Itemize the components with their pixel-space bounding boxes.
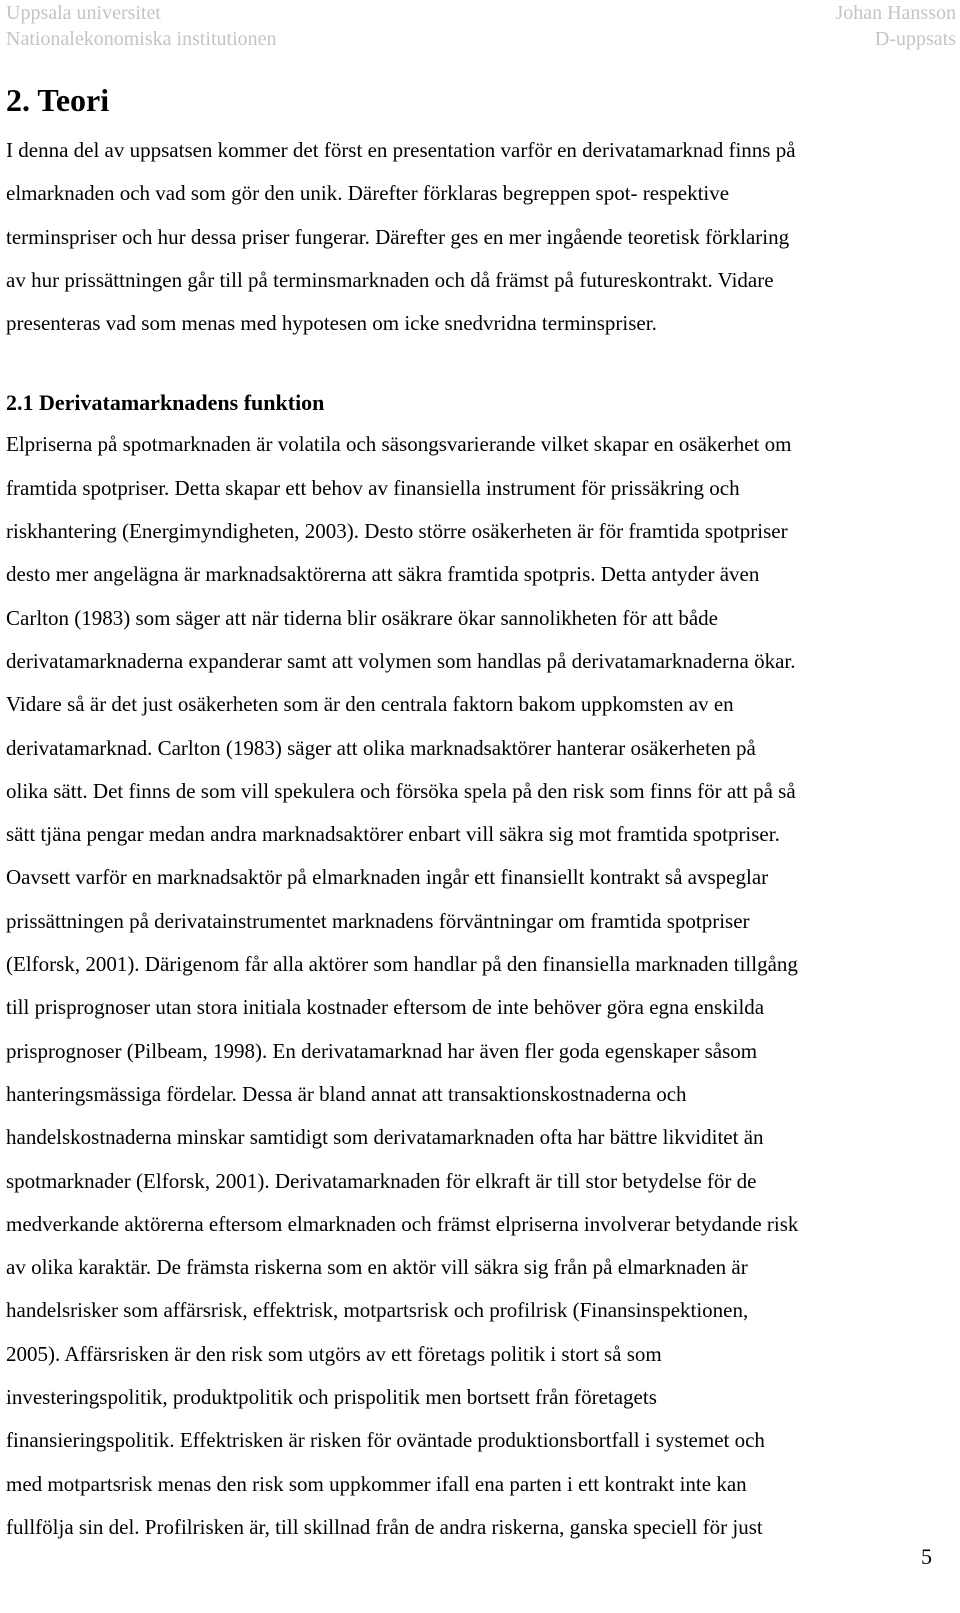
- paragraph-line: handelsrisker som affärsrisk, effektrisk, motpartsrisk och profilrisk (Finansinspektionen,: [6, 1298, 749, 1323]
- paragraph-line: prisprognoser (Pilbeam, 1998). En derivatamarknad har även fler goda egenskaper såsom: [6, 1038, 758, 1063]
- subsection-title: 2.1 Derivatamarknadens funktion: [6, 390, 325, 416]
- paragraph-line: handelskostnaderna minskar samtidigt som derivatamarknaden ofta har bättre likviditet än: [6, 1125, 764, 1150]
- paragraph-line: av olika karaktär. De främsta riskerna som en aktör vill säkra sig från på elmarknaden är: [6, 1255, 748, 1280]
- paragraph-line: fullfölja sin del. Profilrisken är, till skillnad från de andra riskerna, ganska speciell för just: [6, 1514, 763, 1539]
- paragraph-line: 2005). Affärsrisken är den risk som utgörs av ett företags politik i stort så som: [6, 1341, 662, 1366]
- section-title: 2. Teori: [6, 82, 110, 118]
- paragraph-line: till prisprognoser utan stora initiala kostnader eftersom de inte behöver göra egna enskilda: [6, 995, 765, 1020]
- paragraph-line: desto mer angelägna är marknadsaktörerna att säkra framtida spotpris. Detta antyder även: [6, 562, 760, 587]
- header-author: Johan Hansson: [835, 2, 956, 24]
- paragraph-line: Vidare så är det just osäkerheten som är den centrala faktorn bakom uppkomsten av en: [6, 692, 734, 717]
- paragraph-line: olika sätt. Det finns de som vill spekulera och försöka spela på den risk som finns för att på så: [6, 778, 796, 803]
- header-left: [6, 0, 277, 52]
- paragraph-line: derivatamarknaderna expanderar samt att volymen som handlas på derivatamarknaderna ökar.: [6, 648, 796, 673]
- paragraph-line: spotmarknader (Elforsk, 2001). Derivatamarknaden för elkraft är till stor betydelse för de: [6, 1168, 757, 1193]
- header-department: Nationalekonomiska institutionen: [6, 28, 277, 50]
- header-right: [835, 0, 956, 52]
- paragraph-line: sätt tjäna pengar medan andra marknadsaktörer enbart vill säkra sig mot framtida spotpriser.: [6, 822, 780, 847]
- paragraph-line: med motpartsrisk menas den risk som uppkommer ifall ena parten i ett kontrakt inte kan: [6, 1471, 747, 1496]
- paragraph-line: av hur prissättningen går till på terminsmarknaden och då främst på futureskontrakt. Vidare: [6, 267, 774, 292]
- paragraph-line: elmarknaden och vad som gör den unik. Därefter förklaras begreppen spot- respektive: [6, 181, 730, 206]
- paragraph-line: Elpriserna på spotmarknaden är volatila och säsongsvarierande vilket skapar en osäkerhet om: [6, 432, 792, 457]
- page-header: [0, 0, 960, 60]
- paragraph-line: framtida spotpriser. Detta skapar ett behov av finansiella instrument för prissäkring och: [6, 475, 740, 500]
- document-body: [6, 75, 954, 1549]
- paragraph-line: derivatamarknad. Carlton (1983) säger att olika marknadsaktörer hanterar osäkerheten på: [6, 735, 756, 760]
- header-document-type: D-uppsats: [874, 28, 956, 50]
- paragraph-line: investeringspolitik, produktpolitik och prispolitik men bortsett från företagets: [6, 1385, 657, 1410]
- paragraph-line: presenteras vad som menas med hypotesen om icke snedvridna terminspriser.: [6, 311, 657, 336]
- paragraph-line: finansieringspolitik. Effektrisken är risken för oväntade produktionsbortfall i systemet och: [6, 1428, 765, 1453]
- intro-paragraph: [6, 129, 954, 345]
- paragraph-line: Oavsett varför en marknadsaktör på elmarknaden ingår ett finansiellt kontrakt så avspeglar: [6, 865, 769, 890]
- paragraph-line: terminspriser och hur dessa priser fungerar. Därefter ges en mer ingående teoretisk förklaring: [6, 224, 790, 249]
- paragraph-line: (Elforsk, 2001). Därigenom får alla aktörer som handlar på den finansiella marknaden tillgång: [6, 952, 798, 977]
- paragraph-line: riskhantering (Energimyndigheten, 2003). Desto större osäkerheten är för framtida spotpriser: [6, 519, 788, 544]
- paragraph-line: prissättningen på derivatainstrumentet marknadens förväntningar om framtida spotpriser: [6, 908, 750, 933]
- paragraph-line: Carlton (1983) som säger att när tiderna blir osäkrare ökar sannolikheten för att både: [6, 605, 719, 630]
- paragraph-line: I denna del av uppsatsen kommer det först en presentation varför en derivatamarknad finns på: [6, 138, 796, 162]
- page-number: 5: [921, 1544, 932, 1569]
- subsection-paragraph: [6, 423, 954, 1549]
- header-university: Uppsala universitet: [6, 2, 161, 24]
- paragraph-line: hanteringsmässiga fördelar. Dessa är bland annat att transaktionskostnaderna och: [6, 1081, 687, 1106]
- paragraph-line: medverkande aktörerna eftersom elmarknaden och främst elpriserna involverar betydande risk: [6, 1211, 799, 1236]
